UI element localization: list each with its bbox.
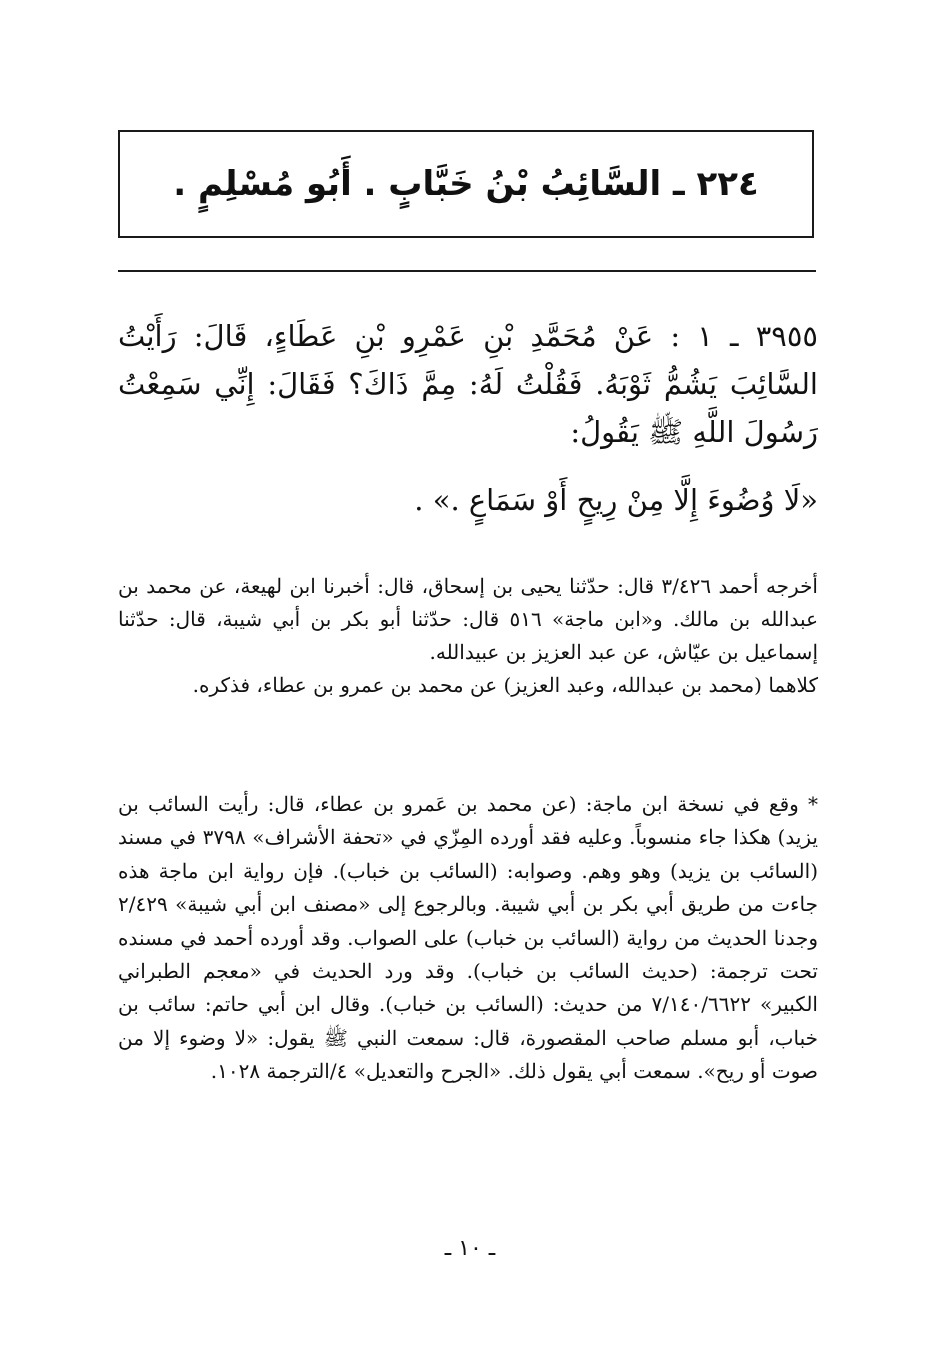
takhrij-paragraph-2: كلاهما (محمد بن عبدالله، وعبد العزيز) عن محمد بن عمرو بن عطاء، فذكره. [192, 673, 818, 697]
takhrij-paragraph-1: أخرجه أحمد ٣/٤٢٦ قال: حدّثنا يحيى بن إسحاق، قال: أخبرنا ابن لهيعة، عن محمد بن عبدالله بن مالك. و«ابن ماجة» ٥١٦ قال: حدّثنا أبو بكر بن أبي شيبة، قال: حدّثنا إسماعيل بن عيّاش، عن عبد العزيز بن عبيدالله. [118, 574, 818, 664]
chapter-title: ٢٢٤ ـ السَّائِبُ بْنُ خَبَّابٍ . أَبُو مُسْلِمٍ . [173, 164, 759, 204]
section-divider [118, 270, 816, 272]
hadith-block [118, 312, 818, 524]
hadith-quote: «لَا وُضُوءَ إِلَّا مِنْ رِيحٍ أَوْ سَمَاعٍ .» . [414, 483, 818, 517]
hadith-text: ٣٩٥٥ ـ ١ : عَنْ مُحَمَّدِ بْنِ عَمْرِو بْنِ عَطَاءٍ، قَالَ: رَأَيْتُ السَّائِبَ يَشُمُّ ثَوْبَهُ. فَقُلْتُ لَهُ: مِمَّ ذَاكَ؟ فَقَالَ: إِنِّي سَمِعْتُ رَسُولَ اللَّهِ ﷺ يَقُولُ: [118, 319, 818, 449]
footnote-text: * وقع في نسخة ابن ماجة: (عن محمد بن عَمرو بن عطاء، قال: رأيت السائب بن يزيد) هكذا جاء منسوباً. وعليه فقد أورده المِزّي في «تحفة الأشراف» ٣٧٩٨ في مسند (السائب بن يزيد) وهو وهم. وصوابه: (السائب بن خباب). فإن رواية ابن ماجة هذه جاءت من طريق أبي بكر بن أبي شيبة. وبالرجوع إلى «مصنف ابن أبي شيبة» ٢/٤٢٩ وجدنا الحديث من رواية (السائب بن خباب) على الصواب. وقد أورده أحمد في مسنده تحت ترجمة: (حديث السائب بن خباب). وقد ورد الحديث في «معجم الطبراني الكبير» ٧/١٤٠/٦٦٢٢ من حديث: (السائب بن خباب). وقال ابن أبي حاتم: سائب بن خباب، أبو مسلم صاحب المقصورة، قال: سمعت النبي ﷺ يقول: «لا وضوء إلا من صوت أو ريح». سمعت أبي يقول ذلك. «الجرح والتعديل» ٤/الترجمة ١٠٢٨. [118, 792, 818, 1084]
footnote-block [118, 788, 818, 1089]
chapter-heading-box [118, 130, 814, 238]
page-number: ـ ١٠ ـ [444, 1236, 496, 1261]
takhrij-block [118, 570, 818, 702]
